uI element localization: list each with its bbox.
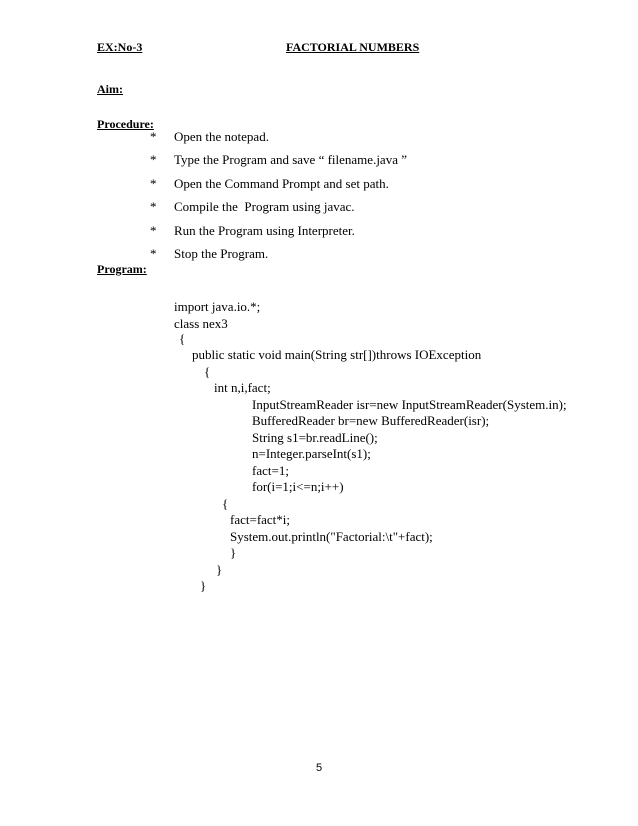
procedure-step — [150, 200, 407, 223]
code-line: class nex3 — [174, 316, 228, 331]
page-number: 5 — [315, 762, 323, 774]
exercise-number: EX:No-3 — [97, 40, 143, 54]
code-line: import java.io.*; — [174, 299, 261, 314]
bullet-marker: * — [150, 222, 157, 238]
code-line: n=Integer.parseInt(s1); — [252, 446, 371, 461]
code-line: int n,i,fact; — [214, 380, 271, 395]
code-line: fact=fact*i; — [230, 512, 291, 527]
code-line: { — [179, 331, 186, 346]
procedure-steps — [150, 130, 407, 270]
procedure-step — [150, 224, 407, 247]
aim-heading: Aim: — [97, 82, 123, 96]
code-line: fact=1; — [252, 463, 289, 478]
bullet-marker: * — [150, 199, 157, 215]
bullet-marker: * — [150, 129, 157, 144]
code-line: } — [200, 578, 207, 593]
procedure-step-text: Stop the Program. — [174, 245, 269, 261]
procedure-step — [150, 130, 407, 153]
procedure-heading: Procedure: — [97, 117, 154, 131]
procedure-step — [150, 247, 407, 270]
code-line: String s1=br.readLine(); — [252, 430, 378, 445]
code-line: System.out.println("Factorial:\t"+fact); — [230, 529, 433, 544]
procedure-step-text: Open the Command Prompt and set path. — [174, 175, 389, 191]
code-line: } — [216, 562, 223, 577]
code-line: for(i=1;i<=n;i++) — [252, 479, 344, 494]
code-line: BufferedReader br=new BufferedReader(isr); — [252, 413, 490, 428]
code-line: { — [204, 364, 211, 379]
code-line: } — [230, 545, 237, 560]
procedure-step — [150, 153, 407, 176]
procedure-step-text: Open the notepad. — [174, 129, 269, 144]
procedure-step-text: Type the Program and save “ filename.java ” — [174, 152, 407, 168]
bullet-marker: * — [150, 152, 157, 168]
page-title: FACTORIAL NUMBERS — [286, 40, 420, 54]
bullet-marker: * — [150, 175, 157, 191]
program-heading: Program: — [97, 262, 147, 276]
procedure-step — [150, 177, 407, 200]
code-line: InputStreamReader isr=new InputStreamReader(System.in); — [252, 397, 567, 412]
code-line: { — [222, 496, 229, 511]
code-line: public static void main(String str[])throws IOException — [192, 347, 482, 362]
procedure-step-text: Compile the Program using javac. — [174, 199, 355, 215]
bullet-marker: * — [150, 245, 157, 261]
procedure-step-text: Run the Program using Interpreter. — [174, 222, 355, 238]
